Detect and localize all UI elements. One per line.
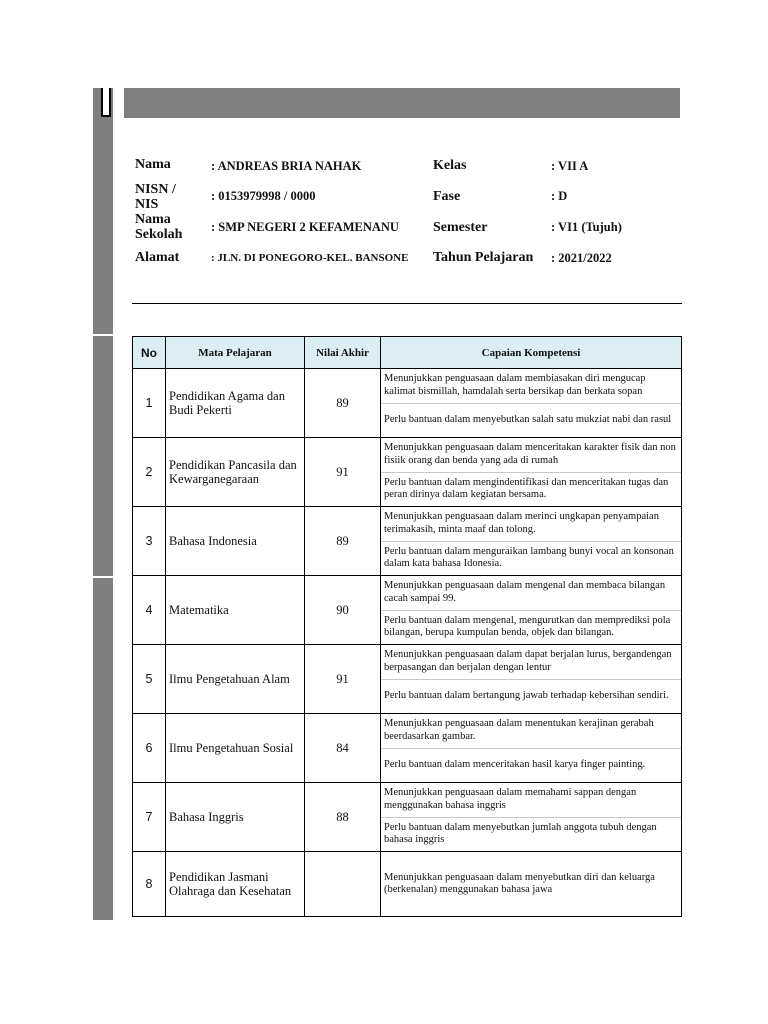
- table-row: [133, 576, 682, 645]
- header-subject: Mata Pelajaran: [166, 337, 305, 369]
- row-subject: Ilmu Pengetahuan Sosial: [166, 714, 305, 783]
- competency-achieved: Menunjukkan penguasaan dalam membiasakan diri mengucap kalimat bismillah, hamdalah serta bersikap dan berkata sopan: [384, 373, 646, 397]
- row-subject: Matematika: [166, 576, 305, 645]
- competency-needs-help: Perlu bantuan dalam menceritakan hasil karya finger painting.: [381, 748, 681, 783]
- row-competency: [381, 369, 682, 438]
- table-header-row: [133, 337, 682, 369]
- nisn-label: NISN / NIS: [135, 182, 176, 212]
- school-label: Nama Sekolah: [135, 212, 183, 242]
- row-number: 3: [133, 507, 166, 576]
- class-value: : VII A: [551, 159, 589, 173]
- name-label: Nama: [135, 157, 171, 172]
- competency-needs-help: Perlu bantuan dalam menguraikan lambang bunyi vocal an konsonan dalam kata bahasa Idonesia.: [381, 541, 681, 576]
- competency-achieved: Menunjukkan penguasaan dalam menceritakan karakter fisik dan non fisiik orang dan benda yang ada di rumah: [384, 442, 676, 466]
- competency-achieved: Menunjukkan penguasaan dalam merinci ungkapan penyampaian terimakasih, minta maaf dan tolong.: [384, 511, 659, 535]
- row-subject: Bahasa Inggris: [166, 783, 305, 852]
- competency-achieved: Menunjukkan penguasaan dalam mengenal dan membaca bilangan cacah sampai 99.: [384, 580, 666, 604]
- name-value: : ANDREAS BRIA NAHAK: [211, 159, 362, 173]
- table-row: [133, 645, 682, 714]
- row-number: 6: [133, 714, 166, 783]
- table-row: [133, 369, 682, 438]
- section-divider: [132, 303, 682, 304]
- row-score: 91: [305, 645, 381, 714]
- row-score: 89: [305, 369, 381, 438]
- row-subject: Pendidikan Pancasila dan Kewarganegaraan: [166, 438, 305, 507]
- row-score: 84: [305, 714, 381, 783]
- header-no: No: [133, 337, 166, 369]
- address-label: Alamat: [135, 250, 180, 265]
- row-number: 7: [133, 783, 166, 852]
- row-number: 4: [133, 576, 166, 645]
- competency-achieved: Menunjukkan penguasaan dalam dapat berjalan lurus, bergandengan berpasangan dan berjalan dengan lentur: [384, 649, 672, 673]
- row-score: 91: [305, 438, 381, 507]
- semester-value: : VI1 (Tujuh): [551, 220, 622, 234]
- competency-needs-help: Perlu bantuan dalam menyebutkan salah satu mukziat nabi dan rasul: [381, 403, 681, 438]
- competency-needs-help: Perlu bantuan dalam bertangung jawab terhadap kebersihan sendiri.: [381, 679, 681, 714]
- competency-needs-help: Perlu bantuan dalam mengenal, mengurutkan dan memprediksi pola bilangan, berupa kumpulan benda, objek dan bilangan.: [381, 610, 681, 645]
- row-subject: Pendidikan Jasmani Olahraga dan Kesehatan: [166, 852, 305, 917]
- row-score: 89: [305, 507, 381, 576]
- table-row: [133, 783, 682, 852]
- row-subject: Pendidikan Agama dan Budi Pekerti: [166, 369, 305, 438]
- header-competency: Capaian Kompetensi: [381, 337, 682, 369]
- row-score: 88: [305, 783, 381, 852]
- class-label: Kelas: [433, 158, 467, 173]
- row-number: 8: [133, 852, 166, 917]
- row-number: 1: [133, 369, 166, 438]
- row-competency: [381, 852, 682, 917]
- corner-mark: [101, 88, 111, 117]
- school-value: : SMP NEGERI 2 KEFAMENANU: [211, 220, 399, 234]
- phase-label: Fase: [433, 189, 461, 204]
- table-row: [133, 714, 682, 783]
- grades-table: [132, 336, 682, 917]
- school-year-label: Tahun Pelajaran: [433, 250, 534, 265]
- competency-needs-help: Perlu bantuan dalam menyebutkan jumlah anggota tubuh dengan bahasa inggris: [381, 817, 681, 852]
- row-competency: [381, 714, 682, 783]
- header-score: Nilai Akhir: [305, 337, 381, 369]
- header-bar: [124, 88, 680, 118]
- table-row: [133, 507, 682, 576]
- row-competency: [381, 507, 682, 576]
- phase-value: : D: [551, 189, 568, 203]
- row-competency: [381, 576, 682, 645]
- row-score: 90: [305, 576, 381, 645]
- row-subject: Bahasa Indonesia: [166, 507, 305, 576]
- competency-needs-help: Perlu bantuan dalam mengindentifikasi dan menceritakan tugas dan peran dirinya dalam kegiatan bersama.: [381, 472, 681, 507]
- left-margin-bar: [93, 88, 113, 920]
- address-value: : JLN. DI PONEGORO-KEL. BANSONE: [211, 252, 409, 264]
- row-competency: [381, 783, 682, 852]
- competency-achieved: Menunjukkan penguasaan dalam memahami sappan dengan menggunakan bahasa inggris: [384, 787, 637, 811]
- table-row: [133, 852, 682, 917]
- row-number: 5: [133, 645, 166, 714]
- margin-bar-gap: [93, 334, 113, 336]
- semester-label: Semester: [433, 220, 488, 235]
- row-competency: [381, 645, 682, 714]
- row-score: [305, 852, 381, 917]
- nisn-value: : 0153979998 / 0000: [211, 189, 316, 203]
- row-subject: Ilmu Pengetahuan Alam: [166, 645, 305, 714]
- school-year-value: : 2021/2022: [551, 251, 612, 265]
- competency-achieved: Menunjukkan penguasaan dalam menyebutkan diri dan keluarga (berkenalan) menggunakan bahasa jawa: [384, 871, 655, 895]
- row-number: 2: [133, 438, 166, 507]
- competency-achieved: Menunjukkan penguasaan dalam menentukan kerajinan gerabah beerdasarkan gambar.: [384, 718, 654, 742]
- table-row: [133, 438, 682, 507]
- margin-bar-gap: [93, 576, 113, 578]
- row-competency: [381, 438, 682, 507]
